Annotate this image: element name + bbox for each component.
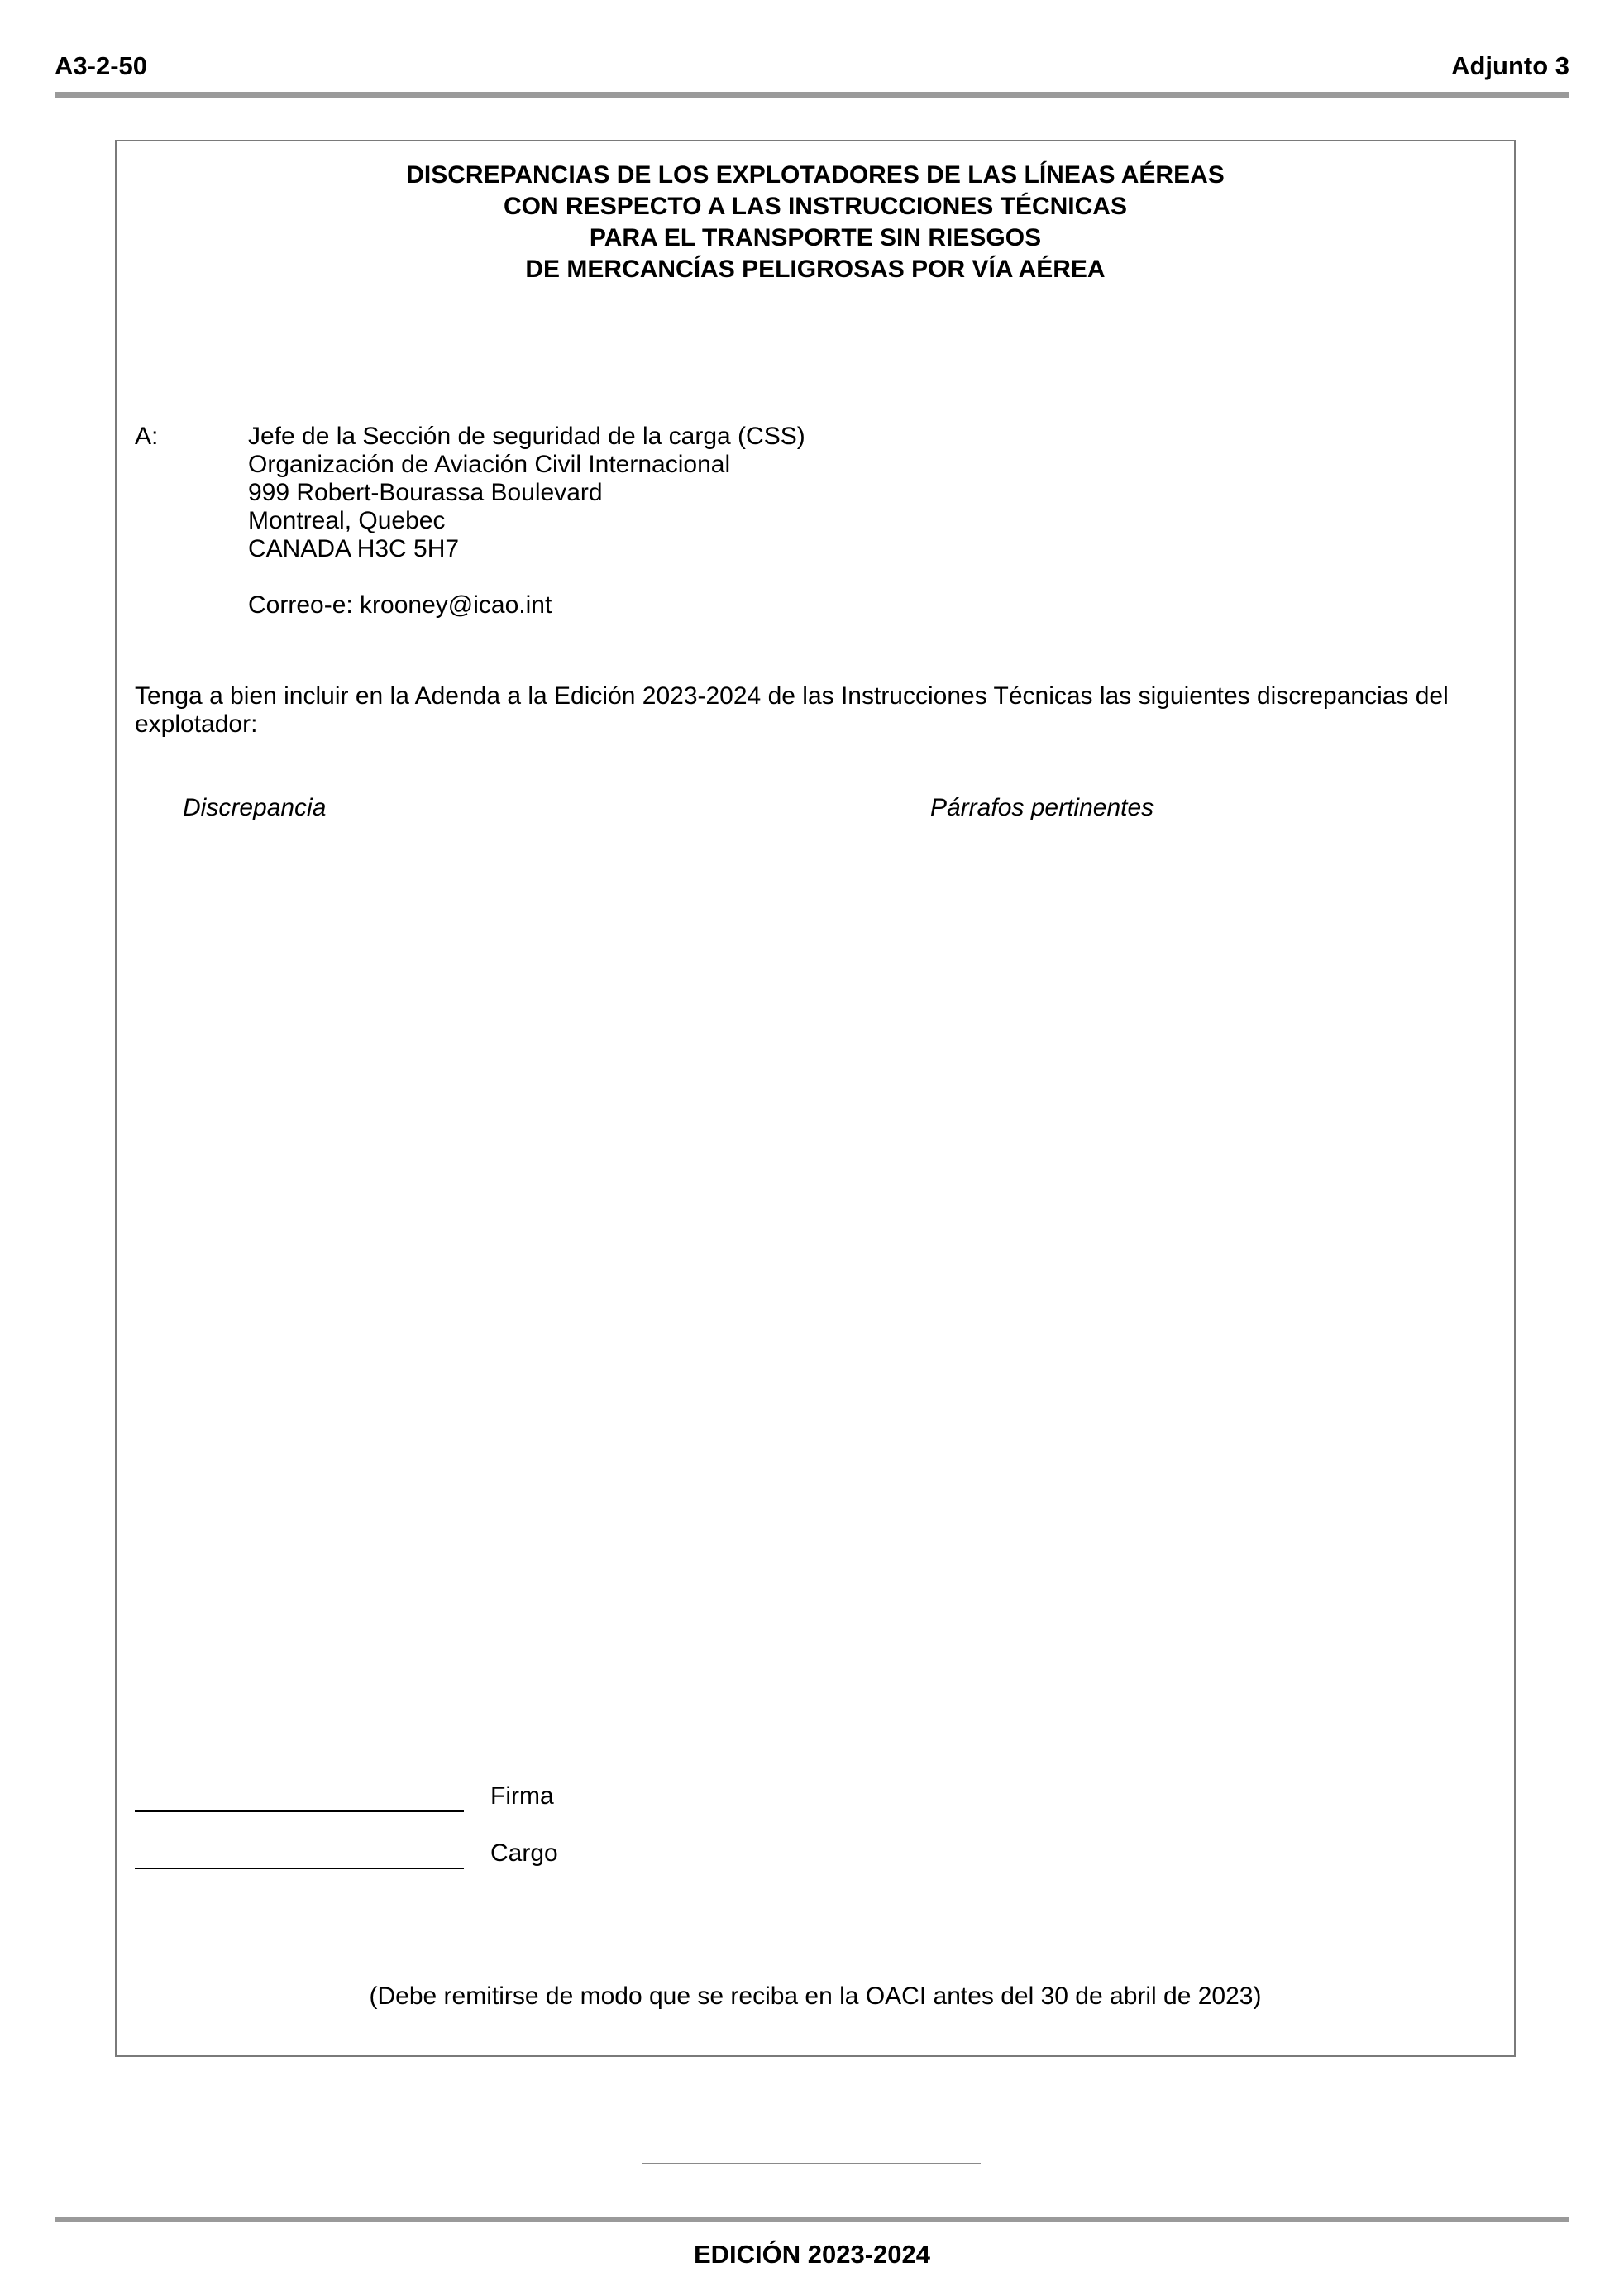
address-line: Organización de Aviación Civil Internacional	[248, 451, 731, 478]
page-header	[55, 46, 1569, 88]
addressee-lines	[248, 423, 805, 619]
header-rule	[55, 92, 1569, 98]
attachment-label: Adjunto 3	[1451, 51, 1569, 80]
address-line: 999 Robert-Bourassa Boulevard	[248, 479, 603, 506]
address-line: CANADA H3C 5H7	[248, 535, 460, 562]
form-title-line: DISCREPANCIAS DE LOS EXPLOTADORES DE LAS LÍNEAS AÉREAS	[406, 161, 1225, 189]
page-number: A3-2-50	[55, 51, 147, 80]
column-header-discrepancia: Discrepancia	[183, 794, 327, 821]
signature-line[interactable]	[135, 1810, 464, 1812]
footer-rule	[55, 2217, 1569, 2222]
signature-label: Firma	[490, 1782, 554, 1810]
address-line: Montreal, Quebec	[248, 507, 446, 534]
form-title-line: PARA EL TRANSPORTE SIN RIESGOS	[589, 224, 1042, 251]
end-rule	[642, 2163, 981, 2164]
address-line: Jefe de la Sección de seguridad de la carga (CSS)	[248, 423, 805, 450]
column-header-parrafos: Párrafos pertinentes	[930, 794, 1154, 821]
email-line: Correo-e: krooney@icao.int	[248, 591, 552, 619]
form-title-line: DE MERCANCÍAS PELIGROSAS POR VÍA AÉREA	[525, 256, 1106, 283]
addressee-label: A:	[135, 423, 159, 450]
request-paragraph: Tenga a bien incluir en la Adenda a la Edición 2023-2024 de las Instrucciones Técnicas las siguientes discrepancias del explotador:	[135, 682, 1449, 738]
position-line[interactable]	[135, 1868, 464, 1869]
position-label: Cargo	[490, 1839, 558, 1867]
edition-footer: EDICIÓN 2023-2024	[693, 2240, 931, 2269]
discrepancy-form	[115, 140, 1516, 2057]
form-title-line: CON RESPECTO A LAS INSTRUCCIONES TÉCNICAS	[504, 193, 1127, 220]
form-title	[117, 160, 1514, 285]
deadline-note: (Debe remitirse de modo que se reciba en la OACI antes del 30 de abril de 2023)	[369, 1983, 1262, 2010]
